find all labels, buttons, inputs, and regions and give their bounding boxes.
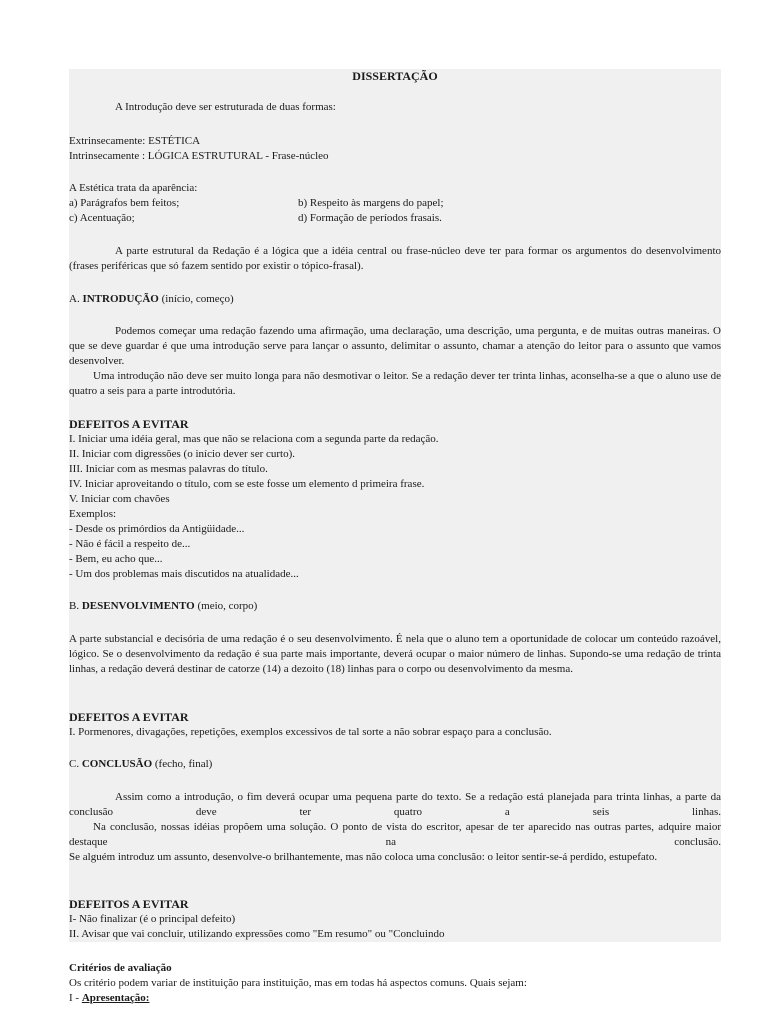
conclusao-paragraph-1: Assim como a introdução, o fim deverá ocupar uma pequena parte do texto. Se a redação está planejada para trinta linhas, a parte da conclusão deve ter quatro a seis linhas. [69,791,721,818]
conclusao-paragraph-2: Na conclusão, nossas idéias propõem uma solução. O ponto de vista do escritor, apesar de ter aparecido nas outras partes, adquire maior destaque na conclusão. [69,821,721,848]
conclusao-paragraph-3: Se alguém introduz um assunto, desenvolve-o brilhantemente, mas não coloca uma conclusão: o leitor sentir-se-á perdido, estupefato. [69,851,658,863]
criterios-heading [69,961,721,976]
conclusao-prefix: C. [69,758,80,770]
intro-text: A Introdução deve ser estruturada de duas formas: [115,101,336,113]
forms-list [69,134,721,164]
desenvolvimento-paragraph: A parte substancial e decisória de uma redação é o seu desenvolvimento. É nela que o aluno tem a oportunidade de colocar um conteúdo razoável, lógico. Se o desenvolvimento da redação é sua parte mais importante, deverá ocupar o maior número de linhas. Supondo-se uma redação de trinta linhas, a redação deverá destinar de catorze (14) a dezoito (18) linhas para o corpo ou desenvolvimento da mesma. [69,633,721,675]
page-title: DISSERTAÇÃO [352,69,438,83]
introducao-heading [69,292,721,307]
criterios-heading-text: Critérios de avaliação [69,962,172,974]
introducao-suffix: (início, começo) [161,293,234,305]
estetica-row [69,211,721,226]
estetica-item-b: b) Respeito às margens do papel; [298,197,444,209]
list-item: - Não é fácil a respeito de... [69,538,191,550]
desenvolvimento-heading [69,599,721,614]
criterios-section [69,961,721,1006]
introducao-paragraph-1: Podemos começar uma redação fazendo uma afirmação, uma declaração, uma descrição, uma pergunta, e de muitas outras maneiras. O que se deve guardar é que uma introdução serve para lançar o assunto, delimitar o assunto, chamar a atenção do leitor para o assunto que vamos desenvolver. [69,325,721,367]
introducao-prefix: A. [69,293,80,305]
desenvolvimento-suffix: (meio, corpo) [197,600,258,612]
conclusao-heading [69,757,721,772]
defeitos-heading: DEFEITOS A EVITAR [69,710,189,724]
list-item: III. Iniciar com as mesmas palavras do título. [69,463,268,475]
defeitos-list-2 [69,710,721,740]
list-item: Exemplos: [69,508,117,520]
criterios-item [69,991,721,1006]
estrutural-paragraph: A parte estrutural da Redação é a lógica que a idéia central ou frase-núcleo deve ter para formar os argumentos do desenvolvimento (frases periféricas que só fazem sentido por existir o tópico-frasal). [69,245,721,272]
defeitos-list-1 [69,417,721,582]
list-item: - Um dos problemas mais discutidos na atualidade... [69,568,299,580]
defeitos-heading: DEFEITOS A EVITAR [69,897,189,911]
estetica-item-d: d) Formação de períodos frasais. [298,212,442,224]
conclusao-suffix: (fecho, final) [154,758,213,770]
criterios-item-label: Apresentação: [81,992,150,1004]
introducao-label: INTRODUÇÃO [82,293,159,305]
desenvolvimento-prefix: B. [69,600,80,612]
list-item: IV. Iniciar aproveitando o título, com se este fosse um elemento d primeira frase. [69,478,425,490]
defeitos-heading: DEFEITOS A EVITAR [69,417,189,431]
list-item: II. Iniciar com digressões (o início dever ser curto). [69,448,296,460]
list-item: - Bem, eu acho que... [69,553,163,565]
form-intrinsic: Intrinsecamente : LÓGICA ESTRUTURAL - Frase-núcleo [69,150,329,162]
criterios-item-prefix: I - [69,992,80,1004]
list-item: I- Não finalizar (é o principal defeito) [69,913,236,925]
criterios-text: Os critério podem variar de instituição para instituição, mas em todas há aspectos comuns. Quais sejam: [69,977,527,989]
estetica-item-c: c) Acentuação; [69,212,135,224]
form-extrinsic: Extrinsecamente: ESTÉTICA [69,135,201,147]
desenvolvimento-label: DESENVOLVIMENTO [81,600,195,612]
list-item: I. Iniciar uma idéia geral, mas que não se relaciona com a segunda parte da redação. [69,433,439,445]
list-item: I. Pormenores, divagações, repetições, exemplos excessivos de tal sorte a não sobrar espaço para a conclusão. [69,726,552,738]
estetica-list [69,181,721,226]
estetica-lead: A Estética trata da aparência: [69,182,198,194]
list-item: - Desde os primórdios da Antigüidade... [69,523,245,535]
list-item: II. Avisar que vai concluir, utilizando expressões como "Em resumo" ou "Concluindo [69,928,445,940]
defeitos-list-3 [69,897,721,942]
estetica-row [69,196,721,211]
introducao-paragraph-2: Uma introdução não deve ser muito longa para não desmotivar o leitor. Se a redação dever ter trinta linhas, aconselha-se a que o aluno use de quatro a seis para a parte introdutória. [69,370,721,397]
conclusao-label: CONCLUSÃO [81,758,153,770]
intro-paragraph [69,100,721,115]
estetica-item-a: a) Parágrafos bem feitos; [69,197,180,209]
list-item: V. Iniciar com chavões [69,493,170,505]
